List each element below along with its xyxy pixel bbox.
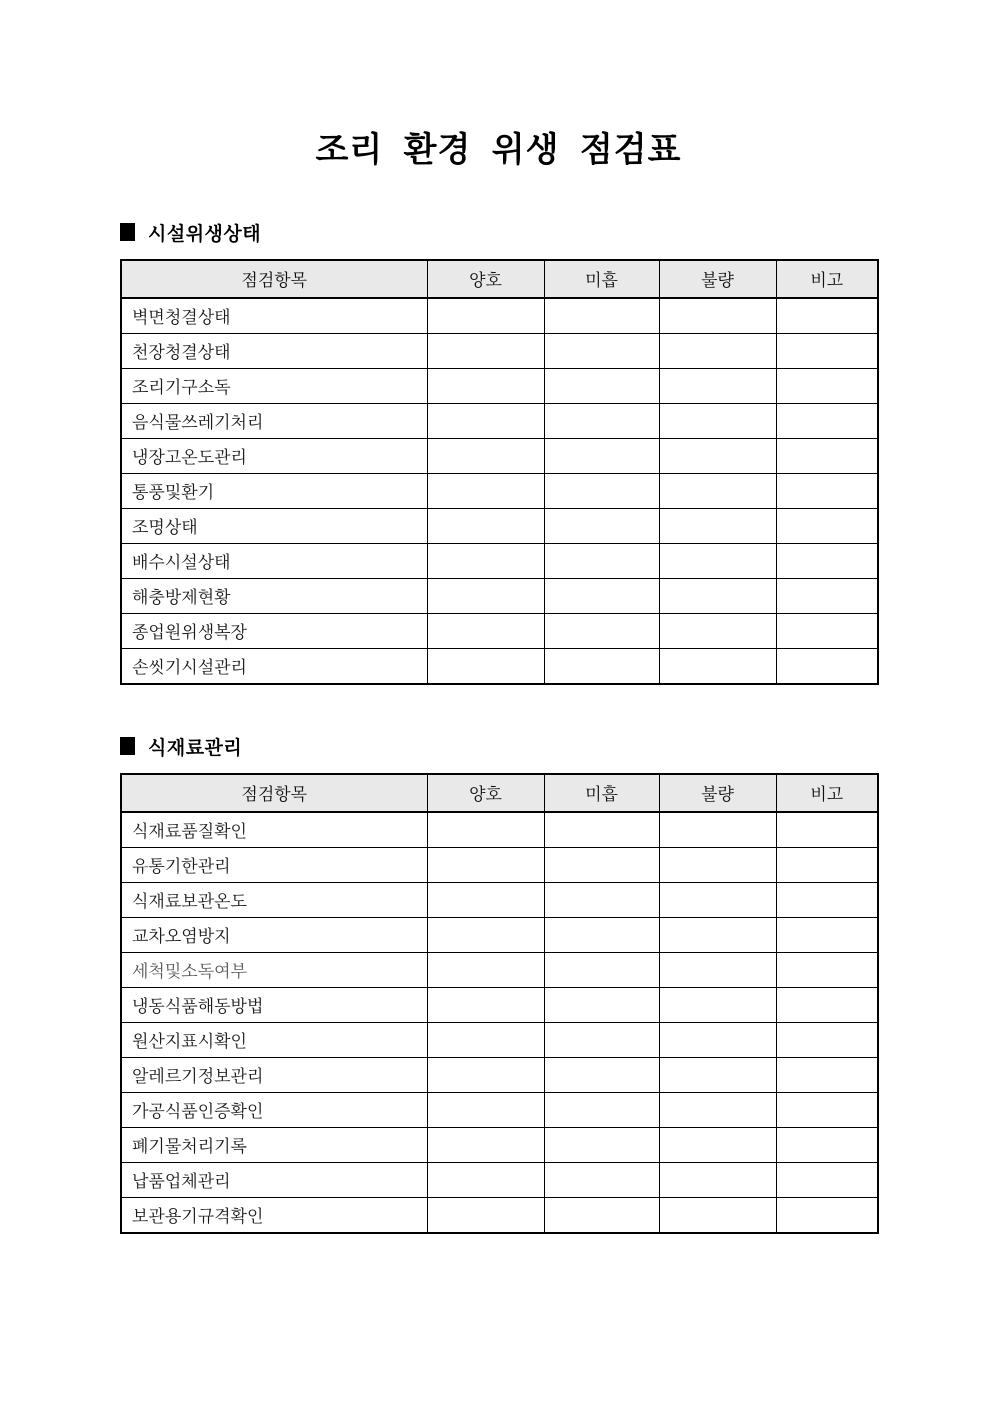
check-item-label: 교차오염방지: [121, 917, 427, 952]
check-item-label: 보관용기규격확인: [121, 1197, 427, 1233]
table-row: [121, 1022, 878, 1057]
bad-mark-cell: [659, 543, 776, 578]
section-heading-label: 식재료관리: [148, 737, 243, 759]
insufficient-mark-cell: [544, 952, 659, 987]
note-cell: [776, 1197, 878, 1233]
section-ingredient-management: [120, 733, 877, 1234]
insufficient-mark-cell: [544, 613, 659, 648]
bad-mark-cell: [659, 1162, 776, 1197]
bad-mark-cell: [659, 917, 776, 952]
bad-mark-cell: [659, 508, 776, 543]
check-item-label: 종업원위생복장: [121, 613, 427, 648]
good-mark-cell: [427, 812, 544, 848]
bad-mark-cell: [659, 298, 776, 334]
insufficient-mark-cell: [544, 1162, 659, 1197]
insufficient-mark-cell: [544, 812, 659, 848]
good-mark-cell: [427, 1197, 544, 1233]
bad-mark-cell: [659, 812, 776, 848]
good-mark-cell: [427, 987, 544, 1022]
note-cell: [776, 812, 878, 848]
bad-mark-cell: [659, 882, 776, 917]
facility-hygiene-table: [120, 259, 879, 685]
insufficient-mark-cell: [544, 508, 659, 543]
column-header-note: 비고: [776, 260, 878, 298]
table-row: [121, 543, 878, 578]
check-item-label: 알레르기정보관리: [121, 1057, 427, 1092]
check-item-label: 벽면청결상태: [121, 298, 427, 334]
note-cell: [776, 952, 878, 987]
note-cell: [776, 847, 878, 882]
note-cell: [776, 1092, 878, 1127]
bad-mark-cell: [659, 438, 776, 473]
insufficient-mark-cell: [544, 987, 659, 1022]
good-mark-cell: [427, 578, 544, 613]
insufficient-mark-cell: [544, 847, 659, 882]
bad-mark-cell: [659, 403, 776, 438]
table-row: [121, 917, 878, 952]
bad-mark-cell: [659, 578, 776, 613]
good-mark-cell: [427, 403, 544, 438]
check-item-label: 세척및소독여부: [121, 952, 427, 987]
note-cell: [776, 298, 878, 334]
check-item-label: 원산지표시확인: [121, 1022, 427, 1057]
good-mark-cell: [427, 882, 544, 917]
insufficient-mark-cell: [544, 1197, 659, 1233]
good-mark-cell: [427, 1022, 544, 1057]
insufficient-mark-cell: [544, 882, 659, 917]
column-header-check-item: 점검항목: [121, 260, 427, 298]
note-cell: [776, 1022, 878, 1057]
table-row: [121, 882, 878, 917]
bad-mark-cell: [659, 847, 776, 882]
check-item-label: 냉장고온도관리: [121, 438, 427, 473]
note-cell: [776, 613, 878, 648]
note-cell: [776, 1057, 878, 1092]
insufficient-mark-cell: [544, 403, 659, 438]
table-row: [121, 368, 878, 403]
good-mark-cell: [427, 508, 544, 543]
good-mark-cell: [427, 438, 544, 473]
check-item-label: 유통기한관리: [121, 847, 427, 882]
check-item-label: 조명상태: [121, 508, 427, 543]
insufficient-mark-cell: [544, 368, 659, 403]
insufficient-mark-cell: [544, 1127, 659, 1162]
bad-mark-cell: [659, 1022, 776, 1057]
bad-mark-cell: [659, 648, 776, 684]
check-item-label: 조리기구소독: [121, 368, 427, 403]
check-item-label: 해충방제현황: [121, 578, 427, 613]
note-cell: [776, 333, 878, 368]
note-cell: [776, 987, 878, 1022]
check-item-label: 식재료품질확인: [121, 812, 427, 848]
section-heading-ingredient: [120, 733, 877, 760]
square-bullet-icon: [120, 223, 135, 241]
ingredient-management-table: [120, 773, 879, 1234]
square-bullet-icon: [120, 737, 135, 755]
insufficient-mark-cell: [544, 1057, 659, 1092]
good-mark-cell: [427, 847, 544, 882]
table-row: [121, 1162, 878, 1197]
note-cell: [776, 543, 878, 578]
bad-mark-cell: [659, 1127, 776, 1162]
note-cell: [776, 508, 878, 543]
good-mark-cell: [427, 648, 544, 684]
insufficient-mark-cell: [544, 917, 659, 952]
check-item-label: 손씻기시설관리: [121, 648, 427, 684]
column-header-insufficient: 미흡: [544, 774, 659, 812]
table-row: [121, 438, 878, 473]
table-row: [121, 812, 878, 848]
bad-mark-cell: [659, 1197, 776, 1233]
good-mark-cell: [427, 917, 544, 952]
bad-mark-cell: [659, 333, 776, 368]
bad-mark-cell: [659, 473, 776, 508]
good-mark-cell: [427, 1057, 544, 1092]
column-header-bad: 불량: [659, 260, 776, 298]
insufficient-mark-cell: [544, 543, 659, 578]
insufficient-mark-cell: [544, 648, 659, 684]
insufficient-mark-cell: [544, 578, 659, 613]
check-item-label: 납품업체관리: [121, 1162, 427, 1197]
table-row: [121, 578, 878, 613]
table-header-row: [121, 260, 878, 298]
check-item-label: 냉동식품해동방법: [121, 987, 427, 1022]
table-row: [121, 298, 878, 334]
good-mark-cell: [427, 368, 544, 403]
insufficient-mark-cell: [544, 333, 659, 368]
table-row: [121, 847, 878, 882]
bad-mark-cell: [659, 952, 776, 987]
table-header-row: [121, 774, 878, 812]
insufficient-mark-cell: [544, 438, 659, 473]
good-mark-cell: [427, 473, 544, 508]
table-row: [121, 952, 878, 987]
note-cell: [776, 882, 878, 917]
good-mark-cell: [427, 543, 544, 578]
column-header-insufficient: 미흡: [544, 260, 659, 298]
good-mark-cell: [427, 298, 544, 334]
check-item-label: 통풍및환기: [121, 473, 427, 508]
table-row: [121, 403, 878, 438]
note-cell: [776, 578, 878, 613]
table-row: [121, 1197, 878, 1233]
check-item-label: 음식물쓰레기처리: [121, 403, 427, 438]
insufficient-mark-cell: [544, 1022, 659, 1057]
good-mark-cell: [427, 1092, 544, 1127]
note-cell: [776, 438, 878, 473]
table-row: [121, 473, 878, 508]
note-cell: [776, 648, 878, 684]
table-row: [121, 1127, 878, 1162]
check-item-label: 폐기물처리기록: [121, 1127, 427, 1162]
note-cell: [776, 1162, 878, 1197]
table-row: [121, 648, 878, 684]
good-mark-cell: [427, 1127, 544, 1162]
check-item-label: 천장청결상태: [121, 333, 427, 368]
good-mark-cell: [427, 1162, 544, 1197]
table-row: [121, 613, 878, 648]
check-item-label: 가공식품인증확인: [121, 1092, 427, 1127]
check-item-label: 식재료보관온도: [121, 882, 427, 917]
check-item-label: 배수시설상태: [121, 543, 427, 578]
note-cell: [776, 917, 878, 952]
column-header-check-item: 점검항목: [121, 774, 427, 812]
note-cell: [776, 473, 878, 508]
table-row: [121, 987, 878, 1022]
table-row: [121, 1057, 878, 1092]
insufficient-mark-cell: [544, 298, 659, 334]
column-header-good: 양호: [427, 260, 544, 298]
insufficient-mark-cell: [544, 1092, 659, 1127]
bad-mark-cell: [659, 987, 776, 1022]
bad-mark-cell: [659, 368, 776, 403]
note-cell: [776, 403, 878, 438]
column-header-note: 비고: [776, 774, 878, 812]
insufficient-mark-cell: [544, 473, 659, 508]
table-row: [121, 508, 878, 543]
section-heading-facility: [120, 219, 877, 246]
good-mark-cell: [427, 613, 544, 648]
good-mark-cell: [427, 952, 544, 987]
page-title: 조리 환경 위생 점검표: [315, 131, 682, 169]
section-heading-label: 시설위생상태: [148, 223, 262, 245]
column-header-good: 양호: [427, 774, 544, 812]
note-cell: [776, 368, 878, 403]
section-facility-hygiene: [120, 219, 877, 685]
good-mark-cell: [427, 333, 544, 368]
bad-mark-cell: [659, 1057, 776, 1092]
bad-mark-cell: [659, 1092, 776, 1127]
table-row: [121, 333, 878, 368]
table-row: [121, 1092, 878, 1127]
note-cell: [776, 1127, 878, 1162]
column-header-bad: 불량: [659, 774, 776, 812]
bad-mark-cell: [659, 613, 776, 648]
